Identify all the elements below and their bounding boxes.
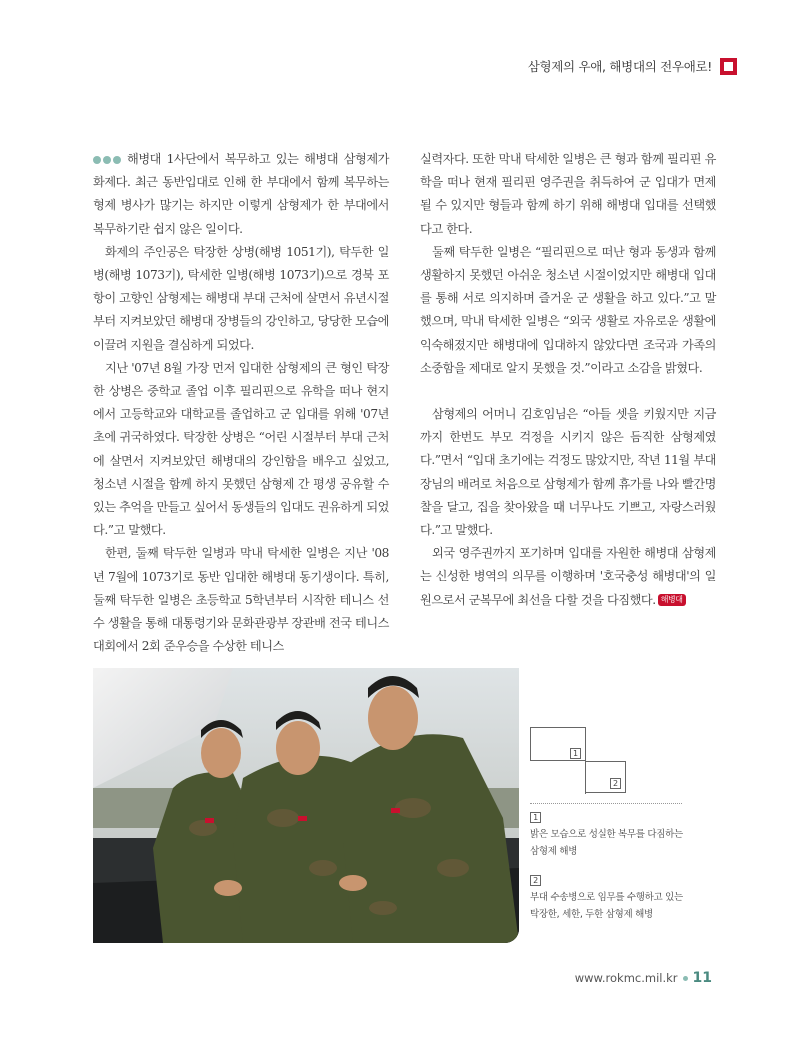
caption-text: 삼형제 해병 <box>530 846 578 857</box>
article-paragraph: 삼형제의 어머니 김호임님은 “아들 셋을 키웠지만 지금까지 한번도 부모 걱정을 시키지 않은 듬직한 삼형제였다.”면서 “입대 초기에는 걱정도 많았지만, 작년 11월 부대장님의 배려로 처음으로 삼형제가 함께 휴가를 나와 빨간명찰을 달고, 집을 찾아왔을 때 너무나도 기쁘고, 자랑스러웠다.”고 말했다. <box>420 407 716 538</box>
layout-number-2: 2 <box>610 778 621 789</box>
website-url: www.rokmc.mil.kr <box>574 971 678 985</box>
page-header <box>528 57 737 75</box>
article-paragraph: 지난 '07년 8월 가장 먼저 입대한 삼형제의 큰 형인 탁장한 상병은 중학교 졸업 이후 필리핀으로 유학을 떠나 현지에서 고등학교와 대학교를 졸업하고 군 입대를 위해 '07년 초에 귀국하였다. 탁장한 상병은 “어린 시절부터 부대 근처에 살면서 지켜보았던 해병대의 강인함을 배우고 싶었고, 청소년 시절을 함께 하지 못했던 삼형제 간 평생 공유할 수 있는 추억을 만들고 싶어서 동생들의 입대도 권유하게 되었다.”고 말했다. <box>93 360 389 538</box>
caption-text: 부대 수송병으로 임무를 수행하고 있는 <box>530 892 683 903</box>
photo-layout-diagram <box>530 727 626 793</box>
caption-number: 2 <box>530 875 541 886</box>
article-paragraph: 해병대 1사단에서 복무하고 있는 해병대 삼형제가 화제다. 최근 동반입대로 인해 한 부대에서 함께 복무하는 형제 병사가 많기는 하지만 이렇게 삼형제가 한 부대에서 복무하기란 쉽지 않은 일이다. <box>93 152 389 236</box>
section-title: 삼형제의 우애, 해병대의 전우애로! <box>527 59 712 74</box>
article-paragraph: 화제의 주인공은 탁장한 상병(해병 1051기), 탁두한 일병(해병 1073기), 탁세한 일병(해병 1073기)으로 경북 포항이 고향인 삼형제는 해병대 부대 근처에 살면서 유년시절부터 지켜보았던 해병대 장병들의 강인하고, 당당한 모습에 이끌려 지원을 결심하게 되었다. <box>93 244 389 352</box>
photo-caption <box>530 875 700 923</box>
caption-text: 밝은 모습으로 성실한 복무를 다짐하는 <box>530 829 683 840</box>
article-paragraph: 실력자다. 또한 막내 탁세한 일병은 큰 형과 함께 필리핀 유학을 떠나 현재 필리핀 영주권을 취득하여 군 입대가 면제될 수 있지만 형들과 함께 하기 위해 해병대 입대를 선택했다고 한다. <box>420 152 716 236</box>
article-paragraph: 한편, 둘째 탁두한 일병과 막내 탁세한 일병은 지난 '08년 7월에 1073기로 동반 입대한 해병대 동기생이다. 특히, 둘째 탁두한 일병은 초등학교 5학년부터 시작한 테니스 선수 생활을 통해 대통령기와 문화관광부 장관배 전국 테니스대회에서 2회 준우승을 수상한 테니스 <box>93 546 389 654</box>
footer-dot-icon <box>683 976 688 981</box>
article-paragraph: 외국 영주권까지 포기하며 입대를 자원한 해병대 삼형제는 신성한 병역의 의무를 이행하며 '호국충성 해병대'의 일원으로서 군복무에 최선을 다할 것을 다짐했다. 해병대 <box>420 546 716 607</box>
bullet-dots-icon <box>93 156 121 164</box>
article-column-left <box>93 148 389 658</box>
article-column-right <box>420 148 716 612</box>
caption-text: 탁장한, 세한, 두한 삼형제 해병 <box>530 909 653 920</box>
article-paragraph: 둘째 탁두한 일병은 “필리핀으로 떠난 형과 동생과 함께 생활하지 못했던 아쉬운 청소년 시절이었지만 해병대 입대를 통해 서로 의지하며 즐거운 군 생활을 하고 있다.”고 말했으며, 막내 탁세한 일병은 “외국 생활로 자유로운 생활에 익숙해졌지만 해병대에 입대하지 않았다면 조국과 가족의 소중함을 제대로 알지 못했을 것.”이라고 소감을 밝혔다. <box>420 244 716 375</box>
section-marker-icon <box>720 58 737 75</box>
marines-photo <box>93 668 519 943</box>
caption-divider <box>530 803 682 804</box>
caption-number: 1 <box>530 812 541 823</box>
marine-end-badge: 해병대 <box>658 594 686 606</box>
page-number: 11 <box>692 970 712 986</box>
layout-number-1: 1 <box>570 748 581 759</box>
photo-caption <box>530 812 700 860</box>
page-footer <box>575 970 712 986</box>
